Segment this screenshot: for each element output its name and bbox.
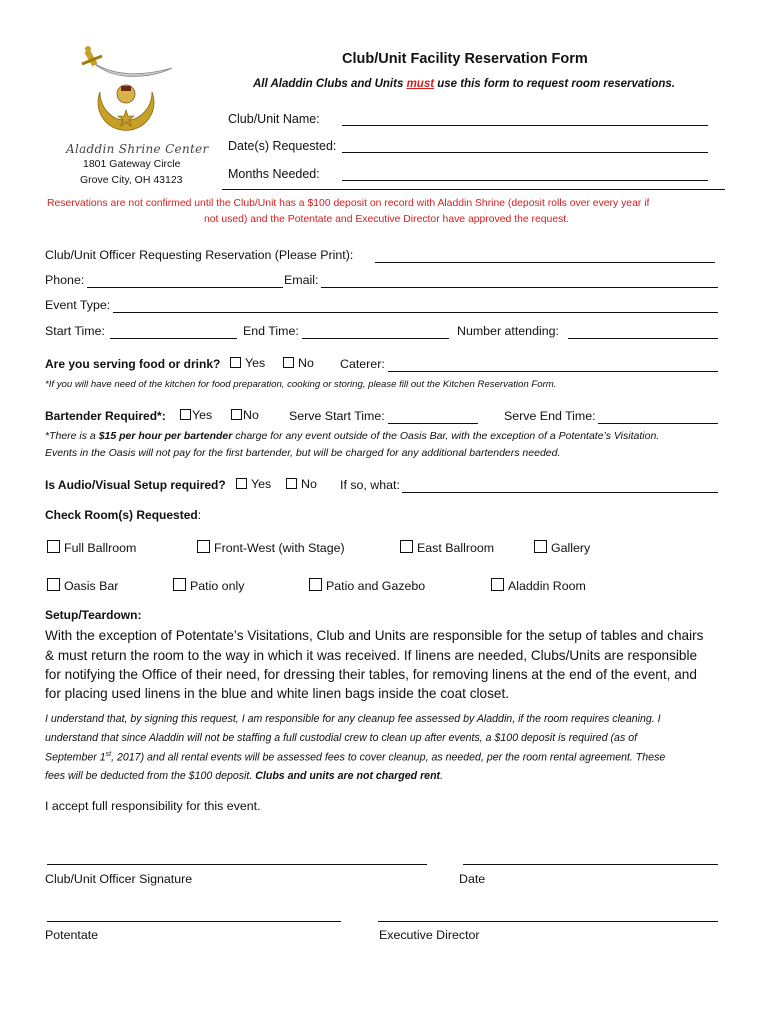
- bartender-yes-checkbox[interactable]: [180, 409, 191, 420]
- room-patio-only[interactable]: [173, 578, 244, 593]
- setup-heading: Setup/Teardown:: [45, 608, 142, 622]
- av-no-option[interactable]: [286, 477, 317, 491]
- dates-requested-field[interactable]: [342, 141, 708, 153]
- serve-end-label: Serve End Time:: [504, 409, 596, 423]
- food-yes-checkbox[interactable]: [230, 357, 241, 368]
- email-field[interactable]: [321, 276, 718, 288]
- bartender-note-post: charge for any event outside of the Oasis Bar, with the exception of a Potentate’s Visitation.: [232, 430, 660, 442]
- av-details-field[interactable]: [402, 481, 718, 493]
- agreement-line1: I understand that, by signing this request, I am responsible for any cleanup fee assessed by Aladdin, if the room requires cleaning. I: [45, 713, 661, 725]
- room-checkbox[interactable]: [47, 578, 60, 591]
- food-no-checkbox[interactable]: [283, 357, 294, 368]
- bartender-no-label: No: [243, 408, 259, 422]
- agreement-line4-bold: Clubs and units are not charged rent: [255, 770, 441, 782]
- phone-field[interactable]: [87, 276, 283, 288]
- bartender-no-option[interactable]: [231, 408, 259, 422]
- date-line[interactable]: [463, 864, 718, 865]
- start-time-label: Start Time:: [45, 324, 105, 338]
- club-unit-name-label: Club/Unit Name:: [228, 112, 320, 126]
- av-no-label: No: [301, 477, 317, 491]
- months-needed-field[interactable]: [342, 169, 708, 181]
- number-attending-field[interactable]: [568, 327, 718, 339]
- months-needed-label: Months Needed:: [228, 167, 320, 181]
- org-address-line2: Grove City, OH 43123: [80, 174, 183, 186]
- room-patio-gazebo[interactable]: [309, 578, 425, 593]
- event-type-field[interactable]: [113, 301, 718, 313]
- room-label: Patio and Gazebo: [326, 579, 426, 593]
- agreement-line3-sup: st: [105, 751, 112, 758]
- setup-line1: With the exception of Potentate’s Visitations, Club and Units are responsible for the setup of tables and chairs: [45, 628, 704, 643]
- room-label: Oasis Bar: [64, 579, 119, 593]
- form-subtitle: [253, 78, 675, 90]
- room-front-west[interactable]: [197, 540, 345, 555]
- officer-label: Club/Unit Officer Requesting Reservation (Please Print):: [45, 248, 354, 262]
- bartender-yes-option[interactable]: [180, 408, 212, 422]
- food-no-label: No: [298, 356, 314, 370]
- room-checkbox[interactable]: [173, 578, 186, 591]
- officer-signature-label: Club/Unit Officer Signature: [45, 872, 193, 886]
- caterer-field[interactable]: [388, 360, 718, 372]
- setup-line3: for notifying the Office of their need, for dressing their tables, for removing linens at the end of the event, and: [45, 667, 697, 682]
- room-label: Full Ballroom: [64, 541, 137, 555]
- food-no-option[interactable]: [283, 356, 314, 370]
- org-address-line1: 1801 Gateway Circle: [83, 158, 181, 170]
- food-yes-option[interactable]: [230, 356, 265, 370]
- setup-line2: & must return the room to the way in which it was received. If linens are needed, Clubs/Units are responsible: [45, 648, 698, 663]
- subtitle-text: All Aladdin Clubs and Units: [253, 78, 407, 90]
- check-rooms-label: [45, 508, 201, 522]
- end-time-field[interactable]: [302, 327, 449, 339]
- agreement-line4-end: .: [440, 770, 444, 782]
- av-yes-label: Yes: [251, 477, 272, 491]
- officer-field[interactable]: [375, 251, 715, 263]
- bartender-note-line1: [45, 430, 659, 442]
- notice-line2: not used) and the Potentate and Executive Director have approved the request.: [204, 214, 570, 225]
- bartender-no-checkbox[interactable]: [231, 409, 242, 420]
- av-question: Is Audio/Visual Setup required?: [45, 478, 226, 492]
- room-label: Gallery: [551, 541, 591, 555]
- email-label: Email:: [284, 273, 319, 287]
- room-label: Patio only: [190, 579, 245, 593]
- agreement-line2: understand that since Aladdin will not be staffing a full custodial crew to clean up after events, a $100 deposit is required (as of: [45, 732, 638, 744]
- bartender-note-pre: *There is a: [45, 430, 99, 442]
- av-yes-option[interactable]: [236, 477, 271, 491]
- end-time-label: End Time:: [243, 324, 299, 338]
- check-rooms-colon: :: [197, 508, 202, 522]
- form-title: Club/Unit Facility Reservation Form: [342, 51, 588, 67]
- av-no-checkbox[interactable]: [286, 478, 297, 489]
- room-label: Front-West (with Stage): [214, 541, 345, 555]
- room-full-ballroom[interactable]: [47, 540, 136, 555]
- club-unit-name-field[interactable]: [342, 114, 708, 126]
- dates-requested-label: Date(s) Requested:: [228, 139, 337, 153]
- room-label: Aladdin Room: [508, 579, 586, 593]
- food-yes-label: Yes: [245, 356, 266, 370]
- notice-line1: Reservations are not confirmed until the Club/Unit has a $100 deposit on record with Aladdin Shrine (deposit rolls over every year if: [47, 198, 650, 209]
- room-aladdin-room[interactable]: [491, 578, 586, 593]
- potentate-label: Potentate: [45, 928, 99, 942]
- bartender-label: Bartender Required*:: [45, 409, 166, 423]
- serve-end-field[interactable]: [598, 412, 718, 424]
- setup-line4: for placing used linens in the blue and white linen bags inside the coat closet.: [45, 686, 509, 701]
- serve-start-field[interactable]: [388, 412, 478, 424]
- check-rooms-text: Check Room(s) Requested: [45, 508, 198, 522]
- caterer-label: Caterer:: [340, 357, 385, 371]
- director-signature-line[interactable]: [378, 921, 718, 922]
- room-gallery[interactable]: [534, 540, 590, 555]
- accept-responsibility: I accept full responsibility for this event.: [45, 799, 261, 813]
- room-checkbox[interactable]: [534, 540, 547, 553]
- serve-start-label: Serve Start Time:: [289, 409, 385, 423]
- event-type-label: Event Type:: [45, 298, 111, 312]
- room-checkbox[interactable]: [197, 540, 210, 553]
- subtitle-must: must: [406, 78, 435, 90]
- room-oasis-bar[interactable]: [47, 578, 118, 593]
- agreement-line3-pre: September 1: [45, 751, 106, 764]
- subtitle-text-end: use this form to request room reservations.: [434, 78, 675, 90]
- agreement-line3-post: , 2017) and all rental events will be assessed fees to cover cleanup, as needed, per the room rental agreement. These: [111, 751, 666, 764]
- header-divider: [222, 189, 725, 190]
- room-checkbox[interactable]: [309, 578, 322, 591]
- av-yes-checkbox[interactable]: [236, 478, 247, 489]
- date-label: Date: [459, 872, 486, 886]
- agreement-line4: [45, 770, 443, 782]
- start-time-field[interactable]: [110, 327, 237, 339]
- kitchen-note: *If you will have need of the kitchen for food preparation, cooking or storing, please fill out the Kitchen Reservation Form.: [45, 379, 557, 390]
- agreement-line4-pre: fees will be deducted from the $100 deposit.: [45, 770, 256, 782]
- room-checkbox[interactable]: [400, 540, 413, 553]
- org-name: Aladdin Shrine Center: [66, 142, 209, 156]
- room-checkbox[interactable]: [47, 540, 60, 553]
- bartender-yes-label: Yes: [192, 408, 213, 422]
- room-label: East Ballroom: [417, 541, 495, 555]
- food-question: Are you serving food or drink?: [45, 357, 221, 371]
- potentate-signature-line[interactable]: [47, 921, 341, 922]
- officer-signature-line[interactable]: [47, 864, 427, 865]
- bartender-note-bold: $15 per hour per bartender: [98, 430, 233, 442]
- room-checkbox[interactable]: [491, 578, 504, 591]
- phone-label: Phone:: [45, 273, 85, 287]
- number-attending-label: Number attending:: [457, 324, 559, 338]
- director-label: Executive Director: [379, 928, 480, 942]
- if-so-label: If so, what:: [340, 478, 400, 492]
- room-east-ballroom[interactable]: [400, 540, 494, 555]
- agreement-line3: [45, 751, 665, 764]
- bartender-note-line2: Events in the Oasis will not pay for the first bartender, but will be charged for any additional bartenders needed.: [45, 447, 561, 459]
- shrine-logo: [62, 42, 202, 142]
